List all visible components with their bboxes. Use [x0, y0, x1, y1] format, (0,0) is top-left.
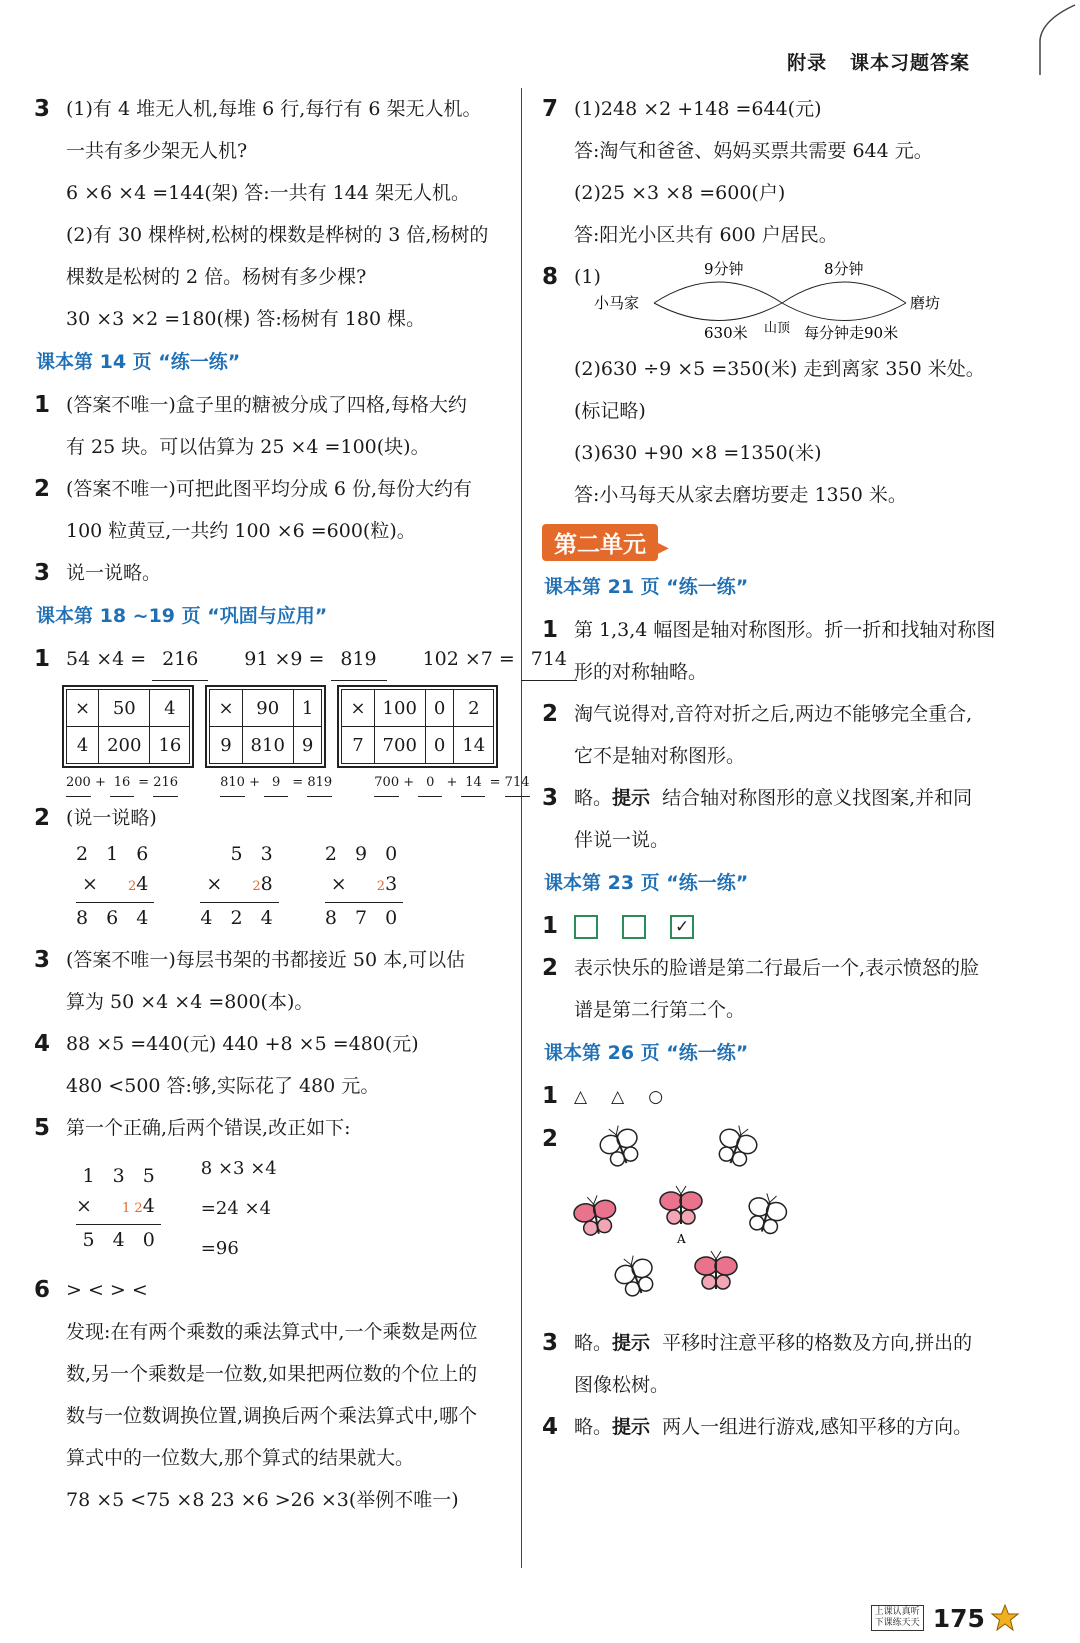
multiplication-table-2	[209, 689, 322, 764]
calc-top: 2 9 0	[324, 843, 404, 865]
vertical-calculations	[66, 839, 520, 939]
table-cell: 4	[67, 727, 99, 764]
plus-sign: +	[446, 775, 458, 790]
question-8: 8 (1) 9分钟 8分钟 小马家 磨坊 630米 山顶 每分钟走90米 (2)630 ÷9 ×5 =350(米) 走到离家 350 米处。 (标记略) (3)630 +90 ×8 =1350(米) 答:小马每天从家去磨坊要走 1350 米。	[538, 256, 1028, 516]
text-line: (答案不唯一)可把此图平均分成 6 份,每份大约有	[66, 478, 473, 500]
sum-value: 819	[307, 770, 332, 797]
calc-result: 4 2 4	[200, 902, 278, 933]
empty-box-icon	[574, 915, 598, 939]
question-number: 3	[34, 96, 51, 122]
p26-question-3	[538, 1322, 1028, 1406]
butterfly-label-a: A	[677, 1232, 686, 1246]
star-mascot-icon	[990, 1603, 1020, 1633]
checkbox-row	[574, 905, 1028, 947]
calc-result: 8 6 4	[76, 902, 154, 933]
label-time-1: 9分钟	[704, 260, 744, 278]
text-line: 一共有多少架无人机?	[66, 140, 248, 162]
p21-question-1	[538, 609, 1028, 693]
text-line: 表示快乐的脸谱是第二行最后一个,表示愤怒的脸	[574, 957, 980, 979]
correction-work	[66, 1149, 520, 1269]
sum-value: 14	[461, 770, 485, 797]
unit-label: 第二单元	[542, 524, 658, 561]
answer-blank: 714	[521, 638, 577, 681]
times-sign: ×	[330, 873, 353, 895]
hint-label: 提示	[612, 1416, 651, 1438]
calc-multiplier: 4	[142, 1195, 161, 1217]
question-number: 1	[34, 392, 51, 418]
p14-question-1	[30, 384, 520, 468]
butterfly-figure	[566, 1118, 826, 1318]
sum-value: 700	[374, 770, 399, 797]
text-line: > < > <	[66, 1279, 148, 1301]
text-line: 答:淘气和爸爸、妈妈买票共需要 644 元。	[574, 140, 933, 162]
text-line: 说一说略。	[66, 562, 162, 584]
table-cell: ×	[67, 690, 99, 727]
equation-text: 102 ×7 =	[422, 648, 515, 670]
text-line: 淘气说得对,音符对折之后,两边不能够完全重合,	[574, 703, 973, 725]
text-line: 88 ×5 =440(元) 440 +8 ×5 =480(元)	[66, 1033, 419, 1055]
unit-arrow-icon: ▶	[658, 539, 669, 556]
checked-box-icon: ✓	[670, 915, 694, 939]
equals-sign: =	[489, 775, 501, 790]
p26-question-2	[538, 1118, 1028, 1322]
text-line: 有 25 块。可以估算为 25 ×4 =100(块)。	[66, 436, 430, 458]
table-cell: 1	[293, 690, 321, 727]
triangle-icon: △	[611, 1087, 625, 1107]
question-number: 8	[542, 264, 559, 290]
text-line: 它不是轴对称图形。	[574, 745, 746, 767]
column-divider	[521, 88, 522, 1568]
multiplication-tables	[30, 689, 520, 764]
text-line: (标记略)	[574, 400, 646, 422]
equation	[244, 638, 386, 681]
text-line: (3)630 +90 ×8 =1350(米)	[574, 442, 822, 464]
text-line: 算为 50 ×4 ×4 =800(本)。	[66, 991, 314, 1013]
p21-question-2	[538, 693, 1028, 777]
answer-text: 略。	[574, 787, 613, 809]
text-line: 78 ×5 <75 ×8 23 ×6 >26 ×3(举例不唯一)	[66, 1489, 459, 1511]
calc-multiplier-row	[200, 869, 278, 902]
table-cell: 2	[454, 690, 494, 727]
page-footer	[871, 1603, 1020, 1633]
chain-step: =96	[200, 1238, 239, 1259]
question-number: 3	[542, 1330, 559, 1356]
chain-step: =24 ×4	[200, 1198, 272, 1219]
header-title: 课本习题答案	[849, 52, 970, 74]
butterfly-outline-icon	[744, 1190, 791, 1237]
question-number: 1	[542, 1083, 559, 1109]
calc-multiplier-row	[76, 1191, 161, 1224]
equals-sign: =	[292, 775, 304, 790]
label-mill: 磨坊	[910, 294, 941, 312]
text-line: 100 粒黄豆,一共约 100 ×6 =600(粒)。	[66, 520, 416, 542]
text-line	[574, 777, 1028, 819]
butterfly-pink-icon	[695, 1251, 737, 1289]
p23-question-2	[538, 947, 1028, 1031]
text-line: 答:阳光小区共有 600 户居民。	[574, 224, 838, 246]
circle-icon: ○	[648, 1087, 664, 1107]
calc-top: 2 1 6	[76, 843, 155, 865]
question-number: 6	[34, 1277, 51, 1303]
table-cell: 0	[425, 690, 453, 727]
question-number: 1	[542, 913, 559, 939]
section-heading: 课本第 18 ~19 页 “巩固与应用”	[36, 605, 328, 627]
p18-question-6	[30, 1269, 520, 1521]
vertical-calc-1	[76, 839, 154, 933]
calc-top: 1 3 5	[82, 1165, 161, 1187]
label-home: 小马家	[594, 294, 640, 312]
route-arc-lower-1	[654, 303, 782, 321]
question-number: 2	[542, 955, 559, 981]
sum-value: 200	[66, 770, 91, 797]
text-line: 图像松树。	[574, 1374, 670, 1396]
text-line: 答:小马每天从家去磨坊要走 1350 米。	[574, 484, 907, 506]
text-line: (答案不唯一)盒子里的糖被分成了四格,每格大约	[66, 394, 467, 416]
equation-text: 54 ×4 =	[66, 648, 147, 670]
text-line: 480 <500 答:够,实际花了 480 元。	[66, 1075, 380, 1097]
table-cell: 810	[242, 727, 293, 764]
question-number: 3	[34, 560, 51, 586]
text-line: (2)630 ÷9 ×5 =350(米) 走到离家 350 米处。	[574, 358, 985, 380]
butterfly-outline-icon	[596, 1121, 645, 1170]
hint-label: 提示	[612, 787, 651, 809]
route-arc-upper-2	[782, 282, 906, 303]
question-number: 2	[34, 476, 51, 502]
label-peak: 山顶	[764, 321, 791, 336]
sum-value: 16	[110, 770, 134, 797]
question-number: 2	[542, 701, 559, 727]
page-header	[787, 48, 970, 75]
table-cell: ×	[342, 690, 374, 727]
p18-question-4	[30, 1023, 520, 1107]
multiplication-table-3	[341, 689, 494, 764]
table-cell: 100	[374, 690, 425, 727]
equation-row	[66, 638, 568, 681]
calc-result: 5 4 0	[76, 1224, 161, 1255]
carry-digit: 1 2	[122, 1201, 143, 1216]
left-column	[30, 88, 568, 1521]
hint-text: 平移时注意平移的格数及方向,拼出的	[662, 1332, 973, 1354]
p14-question-2	[30, 468, 520, 552]
question-7	[538, 88, 1028, 256]
hint-text: 两人一组进行游戏,感知平移的方向。	[662, 1416, 973, 1438]
p18-question-3	[30, 939, 520, 1023]
calc-result: 8 7 0	[325, 902, 403, 933]
sum-value: 714	[505, 770, 530, 797]
label-speed: 每分钟走90米	[804, 324, 899, 342]
calc-multiplier: 3	[385, 873, 404, 895]
text-line: 6 ×6 ×4 =144(架) 答:一共有 144 架无人机。	[66, 182, 471, 204]
plus-sign: +	[94, 775, 106, 790]
text-line: 30 ×3 ×2 =180(棵) 答:杨树有 180 棵。	[66, 308, 426, 330]
table-cell: 700	[374, 727, 425, 764]
equation	[66, 638, 208, 681]
empty-box-icon	[622, 915, 646, 939]
section-heading: 课本第 23 页 “练一练”	[544, 872, 749, 894]
vertical-calc-correction	[76, 1161, 161, 1255]
plus-sign: +	[403, 775, 415, 790]
calc-top: 5 3	[230, 843, 279, 865]
p26-question-4	[538, 1406, 1028, 1448]
answer-text: 略。	[574, 1416, 613, 1438]
plus-sign: +	[249, 775, 261, 790]
sum-value: 810	[220, 770, 245, 797]
p26-question-1	[538, 1075, 1028, 1118]
multiplication-table-1	[66, 689, 190, 764]
right-column	[538, 88, 1028, 1448]
carry-digit: 2	[376, 879, 386, 894]
times-sign: ×	[76, 1195, 98, 1217]
answer-blank: 819	[331, 638, 387, 681]
route-arc-upper-1	[654, 282, 782, 303]
hint-text: 结合轴对称图形的意义找图案,并和同	[662, 787, 973, 809]
shape-row	[574, 1075, 1028, 1118]
triangle-icon: △	[574, 1087, 588, 1107]
vertical-calc-2	[200, 839, 278, 933]
question-number: 2	[34, 805, 51, 831]
table-cell: 90	[242, 690, 293, 727]
table-cell: 16	[150, 727, 190, 764]
calc-multiplier: 8	[260, 873, 279, 895]
carry-digit: 2	[252, 879, 261, 894]
vertical-calc-3	[325, 839, 403, 933]
sum-3	[374, 770, 544, 797]
carry-digit: 2	[127, 879, 137, 894]
section-heading: 课本第 21 页 “练一练”	[544, 576, 749, 598]
equals-sign: =	[138, 775, 150, 790]
text-line: 算式中的一位数大,那个算式的结果就大。	[66, 1447, 415, 1469]
chain-step: 8 ×3 ×4	[200, 1158, 277, 1179]
question-number: 4	[34, 1031, 51, 1057]
question-number: 3	[34, 947, 51, 973]
text-line: 数与一位数调换位置,调换后两个乘法算式中,哪个	[66, 1405, 478, 1427]
butterfly-outline-icon	[611, 1251, 660, 1300]
sum-1	[66, 770, 216, 797]
text-line: (2)25 ×3 ×8 =600(户)	[574, 182, 786, 204]
page-number: 175	[932, 1603, 985, 1633]
p18-question-1	[30, 638, 568, 681]
question-3	[30, 88, 520, 340]
text-line: 伴说一说。	[574, 829, 670, 851]
question-number: 2	[542, 1126, 559, 1152]
question-number: 1	[34, 646, 51, 672]
butterfly-pink-icon	[660, 1186, 702, 1224]
question-number: 7	[542, 96, 559, 122]
table-cell: 4	[150, 690, 190, 727]
sum-2	[220, 770, 370, 797]
text-line: 形的对称轴略。	[574, 661, 708, 683]
table-cell: ×	[210, 690, 242, 727]
text-line: 数,另一个乘数是一位数,如果把两位数的个位上的	[66, 1363, 478, 1385]
text-line: 发现:在有两个乘数的乘法算式中,一个乘数是两位	[66, 1321, 478, 1343]
table-cell: 7	[342, 727, 374, 764]
text-line: 第一个正确,后两个错误,改正如下:	[66, 1117, 351, 1139]
table-cell: 200	[99, 727, 150, 764]
footer-tag-line: 下课练天天	[874, 1618, 920, 1628]
p14-question-3	[30, 552, 520, 594]
section-heading: 课本第 26 页 “练一练”	[544, 1042, 749, 1064]
text-line: (答案不唯一)每层书架的书都接近 50 本,可以估	[66, 949, 466, 971]
sum-value: 9	[264, 770, 288, 797]
header-appendix: 附录	[787, 52, 828, 74]
times-sign: ×	[81, 873, 104, 895]
question-number: 4	[542, 1414, 559, 1440]
question-number: 3	[542, 785, 559, 811]
question-number: 5	[34, 1115, 51, 1141]
label-distance: 630米	[704, 324, 748, 342]
text-line: (1)有 4 堆无人机,每堆 6 行,每行有 6 架无人机。	[66, 98, 482, 120]
text-line	[574, 1406, 1028, 1448]
question-number: 1	[542, 617, 559, 643]
p23-question-1	[538, 905, 1028, 947]
route-diagram	[594, 256, 954, 348]
text-line: 棵数是松树的 2 倍。杨树有多少棵?	[66, 266, 367, 288]
answer-blank: 216	[152, 638, 208, 681]
page-corner-decoration	[1020, 0, 1080, 80]
table-cell: 0	[425, 727, 453, 764]
answer-text: 略。	[574, 1332, 613, 1354]
calc-multiplier-row	[76, 869, 154, 902]
footer-tag	[871, 1605, 924, 1631]
text-line: (1)248 ×2 +148 =644(元)	[574, 98, 822, 120]
text-line: (2)有 30 棵桦树,松树的棵数是桦树的 3 倍,杨树的	[66, 224, 489, 246]
equation-text: 91 ×9 =	[244, 648, 325, 670]
times-sign: ×	[206, 873, 229, 895]
sum-value: 216	[153, 770, 178, 797]
table-cell: 9	[210, 727, 242, 764]
text-line: 第 1,3,4 幅图是轴对称图形。折一折和找轴对称图	[574, 619, 996, 641]
sum-value: 0	[418, 770, 442, 797]
footer-tag-line: 上课认真听	[874, 1607, 920, 1617]
table-cell: 50	[99, 690, 150, 727]
text-line: 谱是第二行第二个。	[574, 999, 746, 1021]
chain-calc	[201, 1149, 277, 1269]
calc-multiplier: 4	[136, 873, 155, 895]
route-arc-lower-2	[782, 303, 906, 321]
table-cell: 9	[293, 727, 321, 764]
butterfly-pink-icon	[571, 1193, 619, 1238]
unit-heading	[538, 516, 1028, 565]
section-heading: 课本第 14 页 “练一练”	[36, 351, 241, 373]
table-cell: 14	[454, 727, 494, 764]
p18-question-5	[30, 1107, 520, 1269]
calc-multiplier-row	[325, 869, 403, 902]
p18-question-2	[30, 797, 520, 939]
hint-label: 提示	[612, 1332, 651, 1354]
label-time-2: 8分钟	[824, 260, 864, 278]
text-line	[574, 1322, 1028, 1364]
p21-question-3	[538, 777, 1028, 861]
sum-row	[30, 770, 530, 797]
butterfly-outline-icon	[713, 1121, 762, 1170]
text-line: (说一说略)	[66, 807, 157, 829]
